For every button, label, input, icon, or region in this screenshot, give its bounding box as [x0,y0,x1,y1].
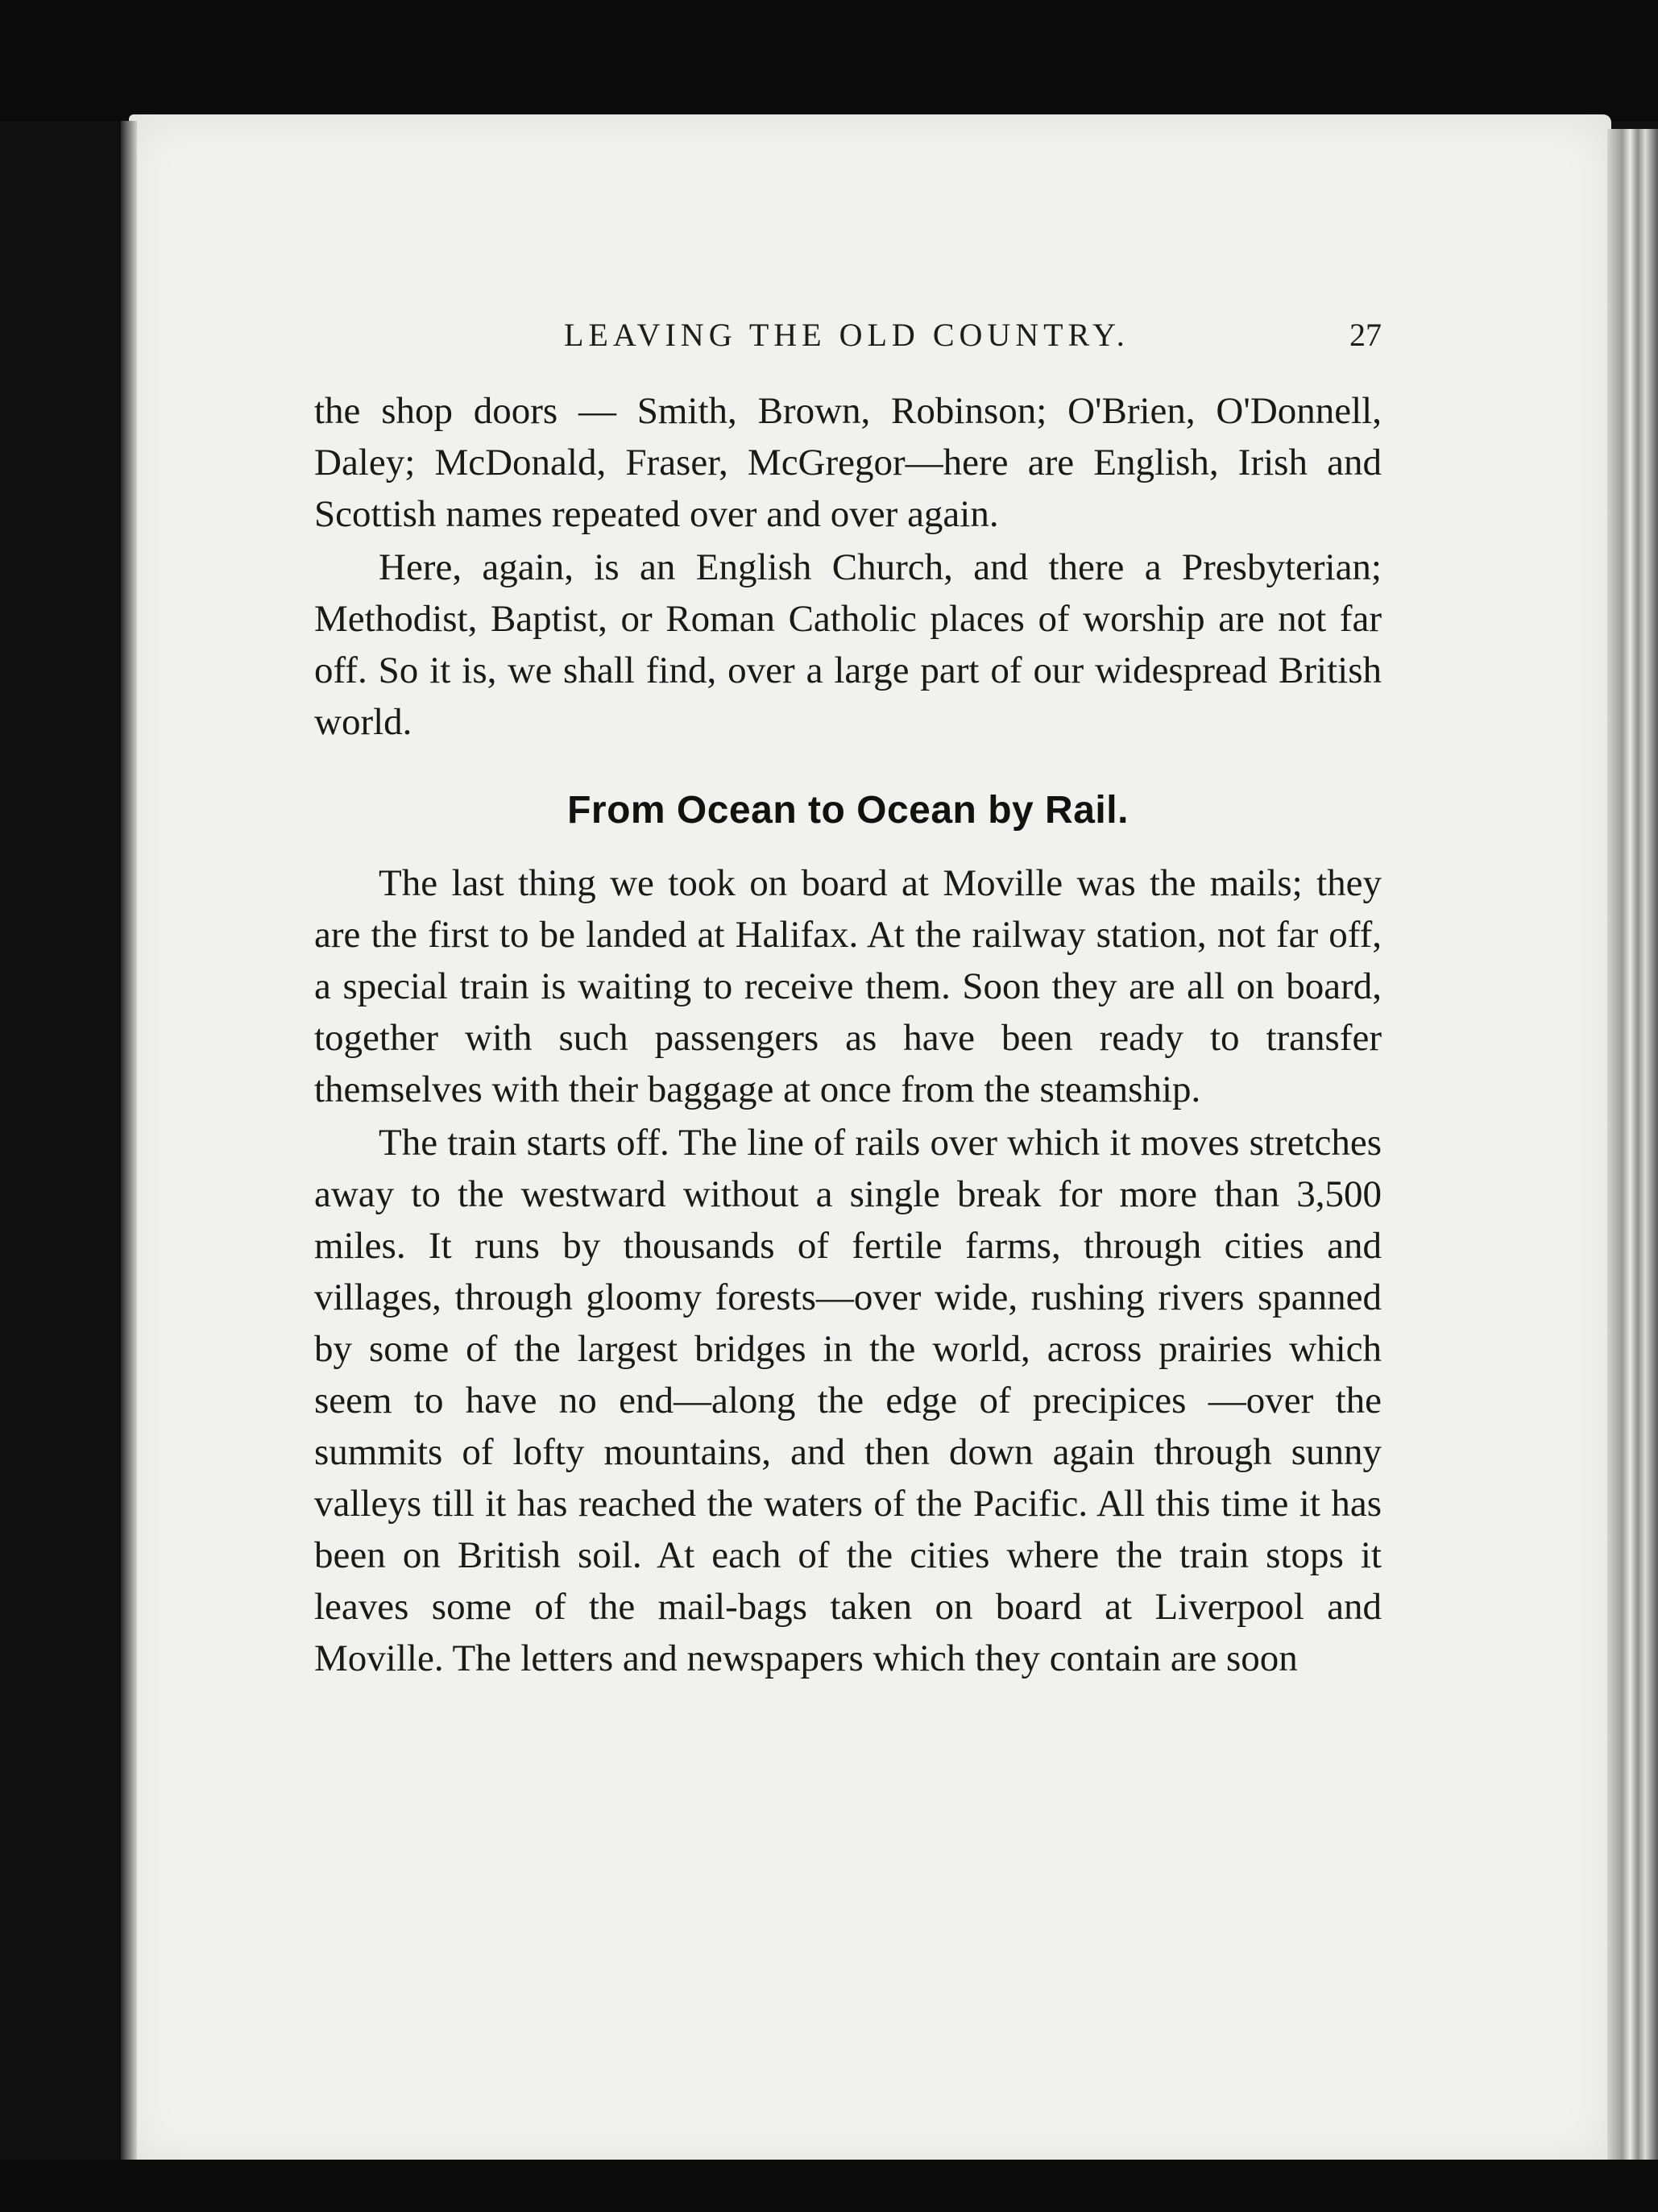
page-edge-shadow [1607,129,1658,2160]
scan-border-bottom [0,2160,1658,2212]
section-heading: From Ocean to Ocean by Rail. [567,789,1129,832]
scan-border-top [0,0,1658,121]
paragraph: Here, again, is an English Church, and there a Presbyterian; Methodist, Baptist, or Roman Catholic places of worship are not far off. So it is, we shall find, over a large part of our widespread British world. [314,546,1382,743]
page-number: 27 [1349,317,1382,353]
paragraph: The train starts off. The line of rails over which it moves stretches away to the westward without a single break for more than 3,500 miles. It runs by thousands of fertile farms, through cities and villages, through gloomy forests—over wide, rushing rivers spanned by some of the largest bridges in the world, across prairies which seem to have no end—along the edge of precipices —over the summits of lofty mountains, and then down again through sunny valleys till it has reached the waters of the Pacific. All this time it has been on British soil. At each of the cities where the train stops it leaves some of the mail-bags taken on board at Liverpool and Moville. The letters and newspapers which they contain are soon [314,1122,1382,1679]
paragraph: the shop doors — Smith, Brown, Robinson; O'Brien, O'Donnell, Daley; McDonald, Fraser, McGregor—here are English, Irish and Scottish names repeated over and over again. [314,390,1382,535]
running-head: LEAVING THE OLD COUNTRY. [564,317,1130,353]
page-gutter [121,121,137,2160]
body-text [314,385,1382,1684]
paragraph: The last thing we took on board at Moville was the mails; they are the first to be landed at Halifax. At the railway station, not far off, a special train is waiting to receive them. Soon they are all on board, together with such passengers as have been ready to transfer themselves with their baggage at once from the steamship. [314,862,1382,1110]
